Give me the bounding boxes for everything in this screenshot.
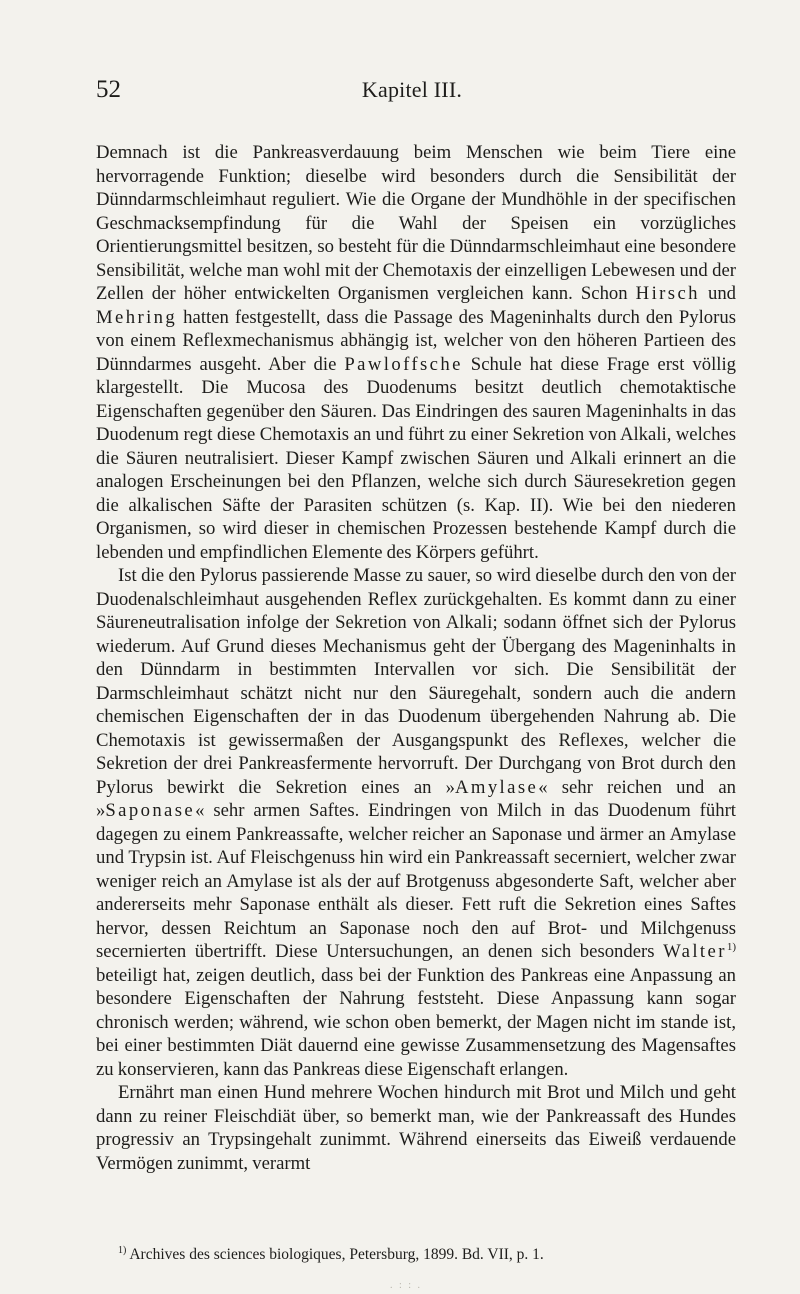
body-text — [96, 141, 736, 1175]
paragraph-1: Demnach ist die Pankreasverdauung beim Menschen wie beim Tiere eine hervorragende Funktion; dieselbe wird besonders durch die Sensibilität der Dünndarmschleimhaut reguliert. Wie die Organe der Mundhöhle in der specifischen Geschmacksempfindung für die Wahl der Speisen ein vorzügliches Orientierungsmittel besitzen, so besteht für die Dünndarmschleimhaut eine besondere Sensibilität, welche man wohl mit der Chemotaxis der einzelligen Lebewesen und der Zellen der höher entwickelten Organismen vergleichen kann. Schon Hirsch und Mehring hatten festgestellt, dass die Passage des Mageninhalts durch den Pylorus von einem Reflexmechanismus abhängig ist, welcher von den höheren Partieen des Dünndarmes ausgeht. Aber die Pawloffsche Schule hat diese Frage erst völlig klargestellt. Die Mucosa des Duodenums besitzt deutlich chemotaktische Eigenschaften gegenüber den Säuren. Das Eindringen des sauren Mageninhalts in das Duodenum regt diese Chemotaxis an und führt zu einer Sekretion von Alkali, welches die Säuren neutralisiert. Dieser Kampf zwischen Säuren und Alkali erinnert an die analogen Erscheinungen bei den Pflanzen, welche sich durch Säuresekretion gegen die alkalischen Säfte der Parasiten schützen (s. Kap. II). Wie bei den niederen Organismen, so wird dieser in chemischen Prozessen bestehende Kampf durch die lebenden und empfindlichen Elemente des Körpers geführt. — [96, 142, 737, 563]
term-amylase: Amylase — [454, 776, 539, 798]
page-number: 52 — [96, 76, 121, 103]
author-name-mehring: Mehring — [96, 306, 178, 328]
author-name-pawloff: Pawloffsche — [344, 353, 463, 375]
footnote — [118, 1245, 738, 1265]
author-name-hirsch: Hirsch — [635, 283, 700, 304]
page-header — [96, 72, 728, 108]
paragraph-3: Ernährt man einen Hund mehrere Wochen hindurch mit Brot und Milch und geht dann zu reiner Fleischdiät über, so bemerkt man, wie der Pankreassaft des Hundes progressiv an Trypsingehalt zunimmt. Während einerseits das Eiweiß verdauende Vermögen zunimmt, verarmt — [96, 1082, 736, 1174]
term-saponase: Saponase — [105, 800, 196, 821]
margin-marks: . : : . — [390, 1280, 423, 1291]
chapter-title: Kapitel III. — [361, 77, 463, 102]
footnote-text: Archives des sciences biologiques, Petersburg, 1899. Bd. VII, p. 1. — [126, 1246, 544, 1263]
paragraph-2: Ist die den Pylorus passierende Masse zu sauer, so wird dieselbe durch den von der Duodenalschleimhaut ausgehenden Reflex zurückgehalten. Es kommt dann zu einer Säureneutralisation infolge der Sekretion von Alkali; sodann öffnet sich der Pylorus wiederum. Auf Grund dieses Mechanismus geht der Übergang des Mageninhalts in den Dünndarm in bestimmten Intervallen vor sich. Die Sensibilität der Darmschleimhaut schätzt nicht nur den Säuregehalt, sondern auch die andern chemischen Eigenschaften der in das Duodenum übergehenden Nahrung ab. Die Chemotaxis ist gewissermaßen der Ausgangspunkt des Reflexes, welcher die Sekretion der drei Pankreasfermente hervorruft. Der Durchgang von Brot durch den Pylorus bewirkt die Sekretion eines an »Amylase« sehr reichen und an »Saponase« sehr armen Saftes. Eindringen von Milch in das Duodenum führt dagegen zu einem Pankreassafte, welcher reicher an Saponase und ärmer an Amylase und Trypsin ist. Auf Fleischgenuss hin wird ein Pankreassaft secerniert, welcher zwar weniger reich an Amylase ist als der auf Brotgenuss abgesonderte Saft, welcher aber andererseits mehr Saponase enthält als dieser. Fett ruft die Sekretion eines Saftes hervor, dessen Reichtum an Saponase noch den auf Brot- und Milchgenuss secernierten übertrifft. Diese Untersuchungen, an denen sich besonders Walter$^{1)}$ beteiligt hat, zeigen deutlich, dass bei der Funktion des Pankreas eine Anpassung an besondere Eigenschaften der Nahrung feststeht. Diese Anpassung kann sogar chronisch werden; während, wie schon oben bemerkt, der Magen nicht im stande ist, bei einer bestimmten Diät dauernd eine gewisse Zusammensetzung des Magensaftes zu konservieren, kann das Pankreas diese Eigenschaft erlangen. — [96, 565, 736, 1080]
footnote-marker: 1) — [118, 1244, 127, 1256]
author-name-walter: Walter — [663, 941, 727, 962]
footnote-reference[interactable]: 1) — [726, 940, 736, 953]
